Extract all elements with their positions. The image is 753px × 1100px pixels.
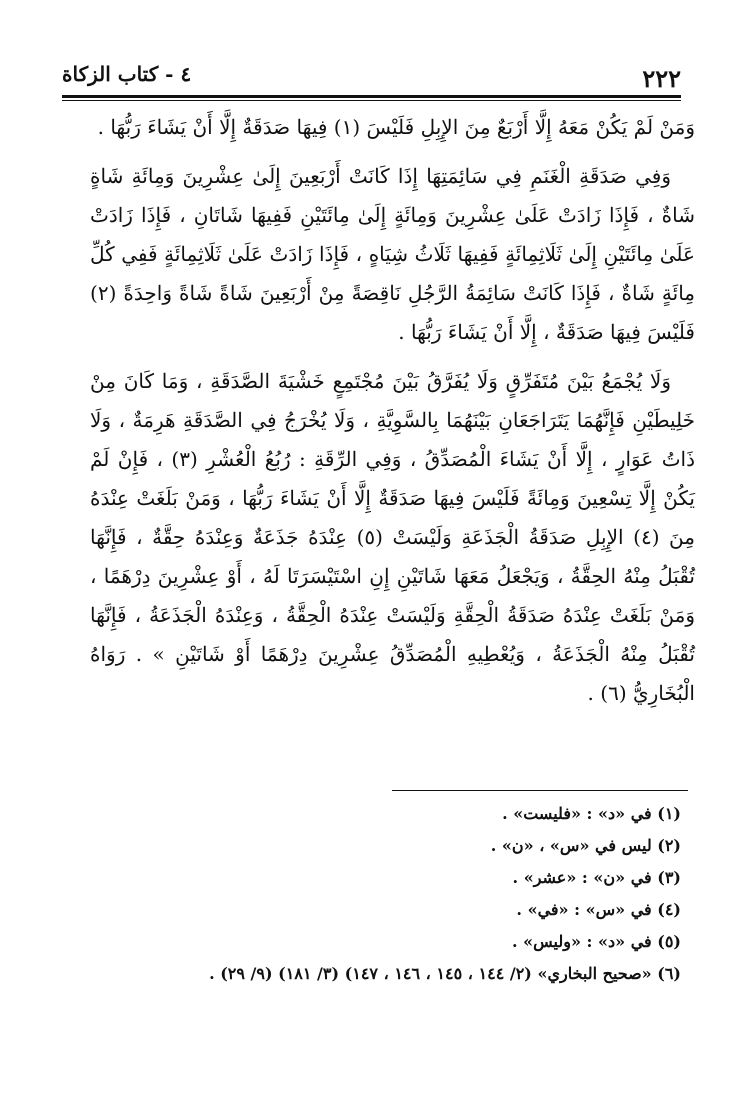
page-number: ٢٢٢: [642, 64, 681, 93]
footnote-2: (٢) ليس في «س» ، «ن» .: [490, 836, 681, 855]
footnote-5: (٥) في «د» : «وليس» .: [511, 932, 681, 951]
footnote-4: (٤) في «س» : «في» .: [516, 900, 681, 919]
footnote-rule: [392, 790, 688, 791]
footnote-1: (١) في «د» : «فليست» .: [502, 804, 681, 823]
footnote-6: (٦) «صحيح البخاري» (٢/ ١٤٤ ، ١٤٥ ، ١٤٦ ، ١٤٧) (٣/ ١٨١) (٩/ ٢٩) .: [209, 964, 681, 983]
main-text: [90, 108, 695, 723]
header-rule-thick: [62, 95, 681, 98]
chapter-title: ٤ - كتاب الزكاة: [62, 62, 192, 86]
paragraph-2: وَفِي صَدَقَةِ الْغَنَمِ فِي سَائِمَتِهَا إِذَا كَانَتْ أَرْبَعِينَ إِلَىٰ عِشْرِينَ وَمِائَةِ شَاةٍ شَاةٌ ، فَإِذَا زَادَتْ عَلَىٰ عِشْرِينَ وَمِائَةٍ إِلَىٰ مِائَتَيْنِ فَفِيهَا شَاتَانِ ، فَإِذَا زَادَتْ عَلَىٰ مِائَتَيْنِ إِلَىٰ ثَلَاثِمِائَةٍ فَفِيهَا ثَلَاثُ شِيَاهٍ ، فَإِذَا زَادَتْ عَلَىٰ ثَلَاثِمِائَةٍ فَفِي كُلِّ مِائَةٍ شَاةٌ ، فَإِذَا كَانَتْ سَائِمَةُ الرَّجُلِ نَاقِصَةً مِنْ أَرْبَعِينَ شَاةً شَاةً وَاحِدَةً (٢) فَلَيْسَ فِيهَا صَدَقَةٌ ، إِلَّا أَنْ يَشَاءَ رَبُّهَا .: [90, 164, 695, 344]
paragraph-3: وَلَا يُجْمَعُ بَيْنَ مُتَفَرِّقٍ وَلَا يُفَرَّقُ بَيْنَ مُجْتَمِعٍ خَشْيَةَ الصَّدَقَةِ ، وَمَا كَانَ مِنْ خَلِيطَيْنِ فَإِنَّهُمَا يَتَرَاجَعَانِ بَيْنَهُمَا بِالسَّوِيَّةِ ، وَلَا يُخْرَجُ فِي الصَّدَقَةِ هَرِمَةٌ ، وَلَا ذَاتُ عَوَارٍ ، إِلَّا أَنْ يَشَاءَ الْمُصَدِّقُ ، وَفِي الرِّقَةِ : رُبُعُ الْعُشْرِ (٣) ، فَإِنْ لَمْ يَكُنْ إِلَّا تِسْعِينَ وَمِائَةً فَلَيْسَ فِيهَا صَدَقَةٌ إِلَّا أَنْ يَشَاءَ رَبُّهَا ، وَمَنْ بَلَغَتْ عِنْدَهُ مِنَ (٤) الإِبِلِ صَدَقَةُ الْجَذَعَةِ وَلَيْسَتْ (٥) عِنْدَهُ جَذَعَةٌ وَعِنْدَهُ حِقَّةٌ ، فَإِنَّهَا تُقْبَلُ مِنْهُ الحِقَّةُ ، وَيَجْعَلُ مَعَهَا شَاتَيْنِ إِنِ اسْتَيْسَرَتَا لَهُ ، أَوْ عِشْرِينَ دِرْهَمًا ، وَمَنْ بَلَغَتْ عِنْدَهُ صَدَقَةُ الْحِقَّةِ وَلَيْسَتْ عِنْدَهُ الْحِقَّةُ ، وَعِنْدَهُ الْجَذَعَةُ ، فَإِنَّهَا تُقْبَلُ مِنْهُ الْجَذَعَةُ ، وَيُعْطِيهِ الْمُصَدِّقُ عِشْرِينَ دِرْهَمًا أَوْ شَاتَيْنِ » . رَوَاهُ الْبُخَارِيُّ (٦) .: [90, 369, 695, 705]
footnote-3: (٣) في «ن» : «عشر» .: [512, 868, 681, 887]
page-header: [62, 58, 681, 92]
header-rule-thin: [62, 100, 681, 101]
paragraph-1: وَمَنْ لَمْ يَكُنْ مَعَهُ إِلَّا أَرْبَعٌ مِنَ الإِبِلِ فَلَيْسَ (١) فِيهَا صَدَقَةٌ إِلَّا أَنْ يَشَاءَ رَبُّهَا .: [97, 115, 695, 139]
footnotes: [81, 798, 681, 990]
